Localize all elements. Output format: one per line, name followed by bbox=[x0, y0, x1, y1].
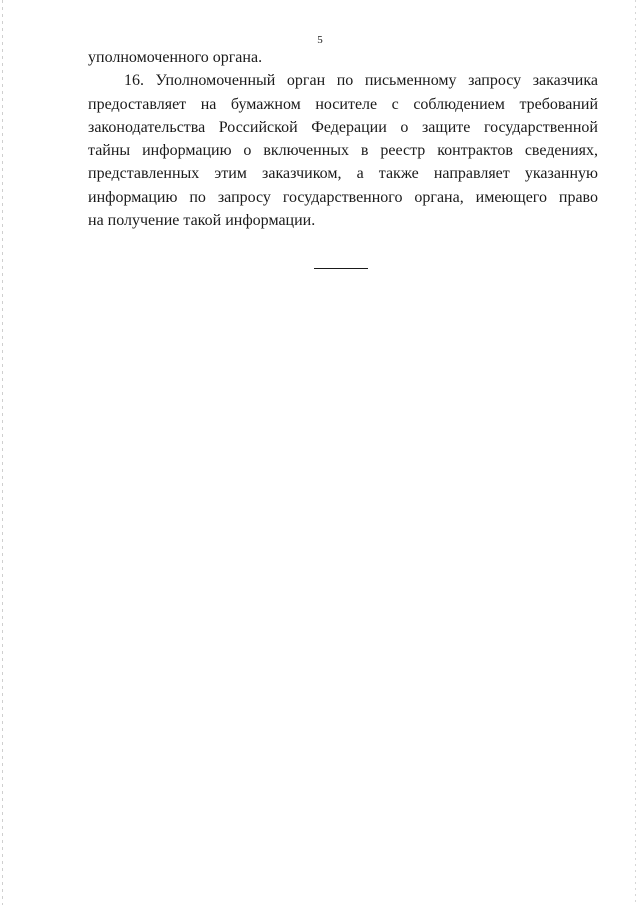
scan-edge-left bbox=[2, 0, 3, 905]
paragraph-16-line-4: тайны информацию о включенных в реестр контрактов сведениях, bbox=[88, 142, 598, 160]
paragraph-16-line-3: законодательства Российской Федерации о защите государственной bbox=[88, 118, 598, 136]
page-number: 5 bbox=[317, 34, 323, 46]
paragraph-16-line-2: предоставляет на бумажном носителе с соблюдением требований bbox=[88, 95, 598, 113]
paragraph-continuation: уполномоченного органа. bbox=[88, 49, 263, 66]
paragraph-16-line-6: информацию по запросу государственного органа, имеющего право bbox=[88, 188, 598, 206]
end-separator-line bbox=[314, 268, 368, 269]
scan-edge-right bbox=[635, 0, 636, 905]
paragraph-16-line-7: на получение такой информации. bbox=[88, 212, 316, 230]
paragraph-16-line-1: 16. Уполномоченный орган по письменному запросу заказчика bbox=[124, 72, 598, 90]
paragraph-16-line-5: представленных этим заказчиком, а также направляет указанную bbox=[88, 165, 598, 183]
document-body bbox=[88, 46, 598, 232]
